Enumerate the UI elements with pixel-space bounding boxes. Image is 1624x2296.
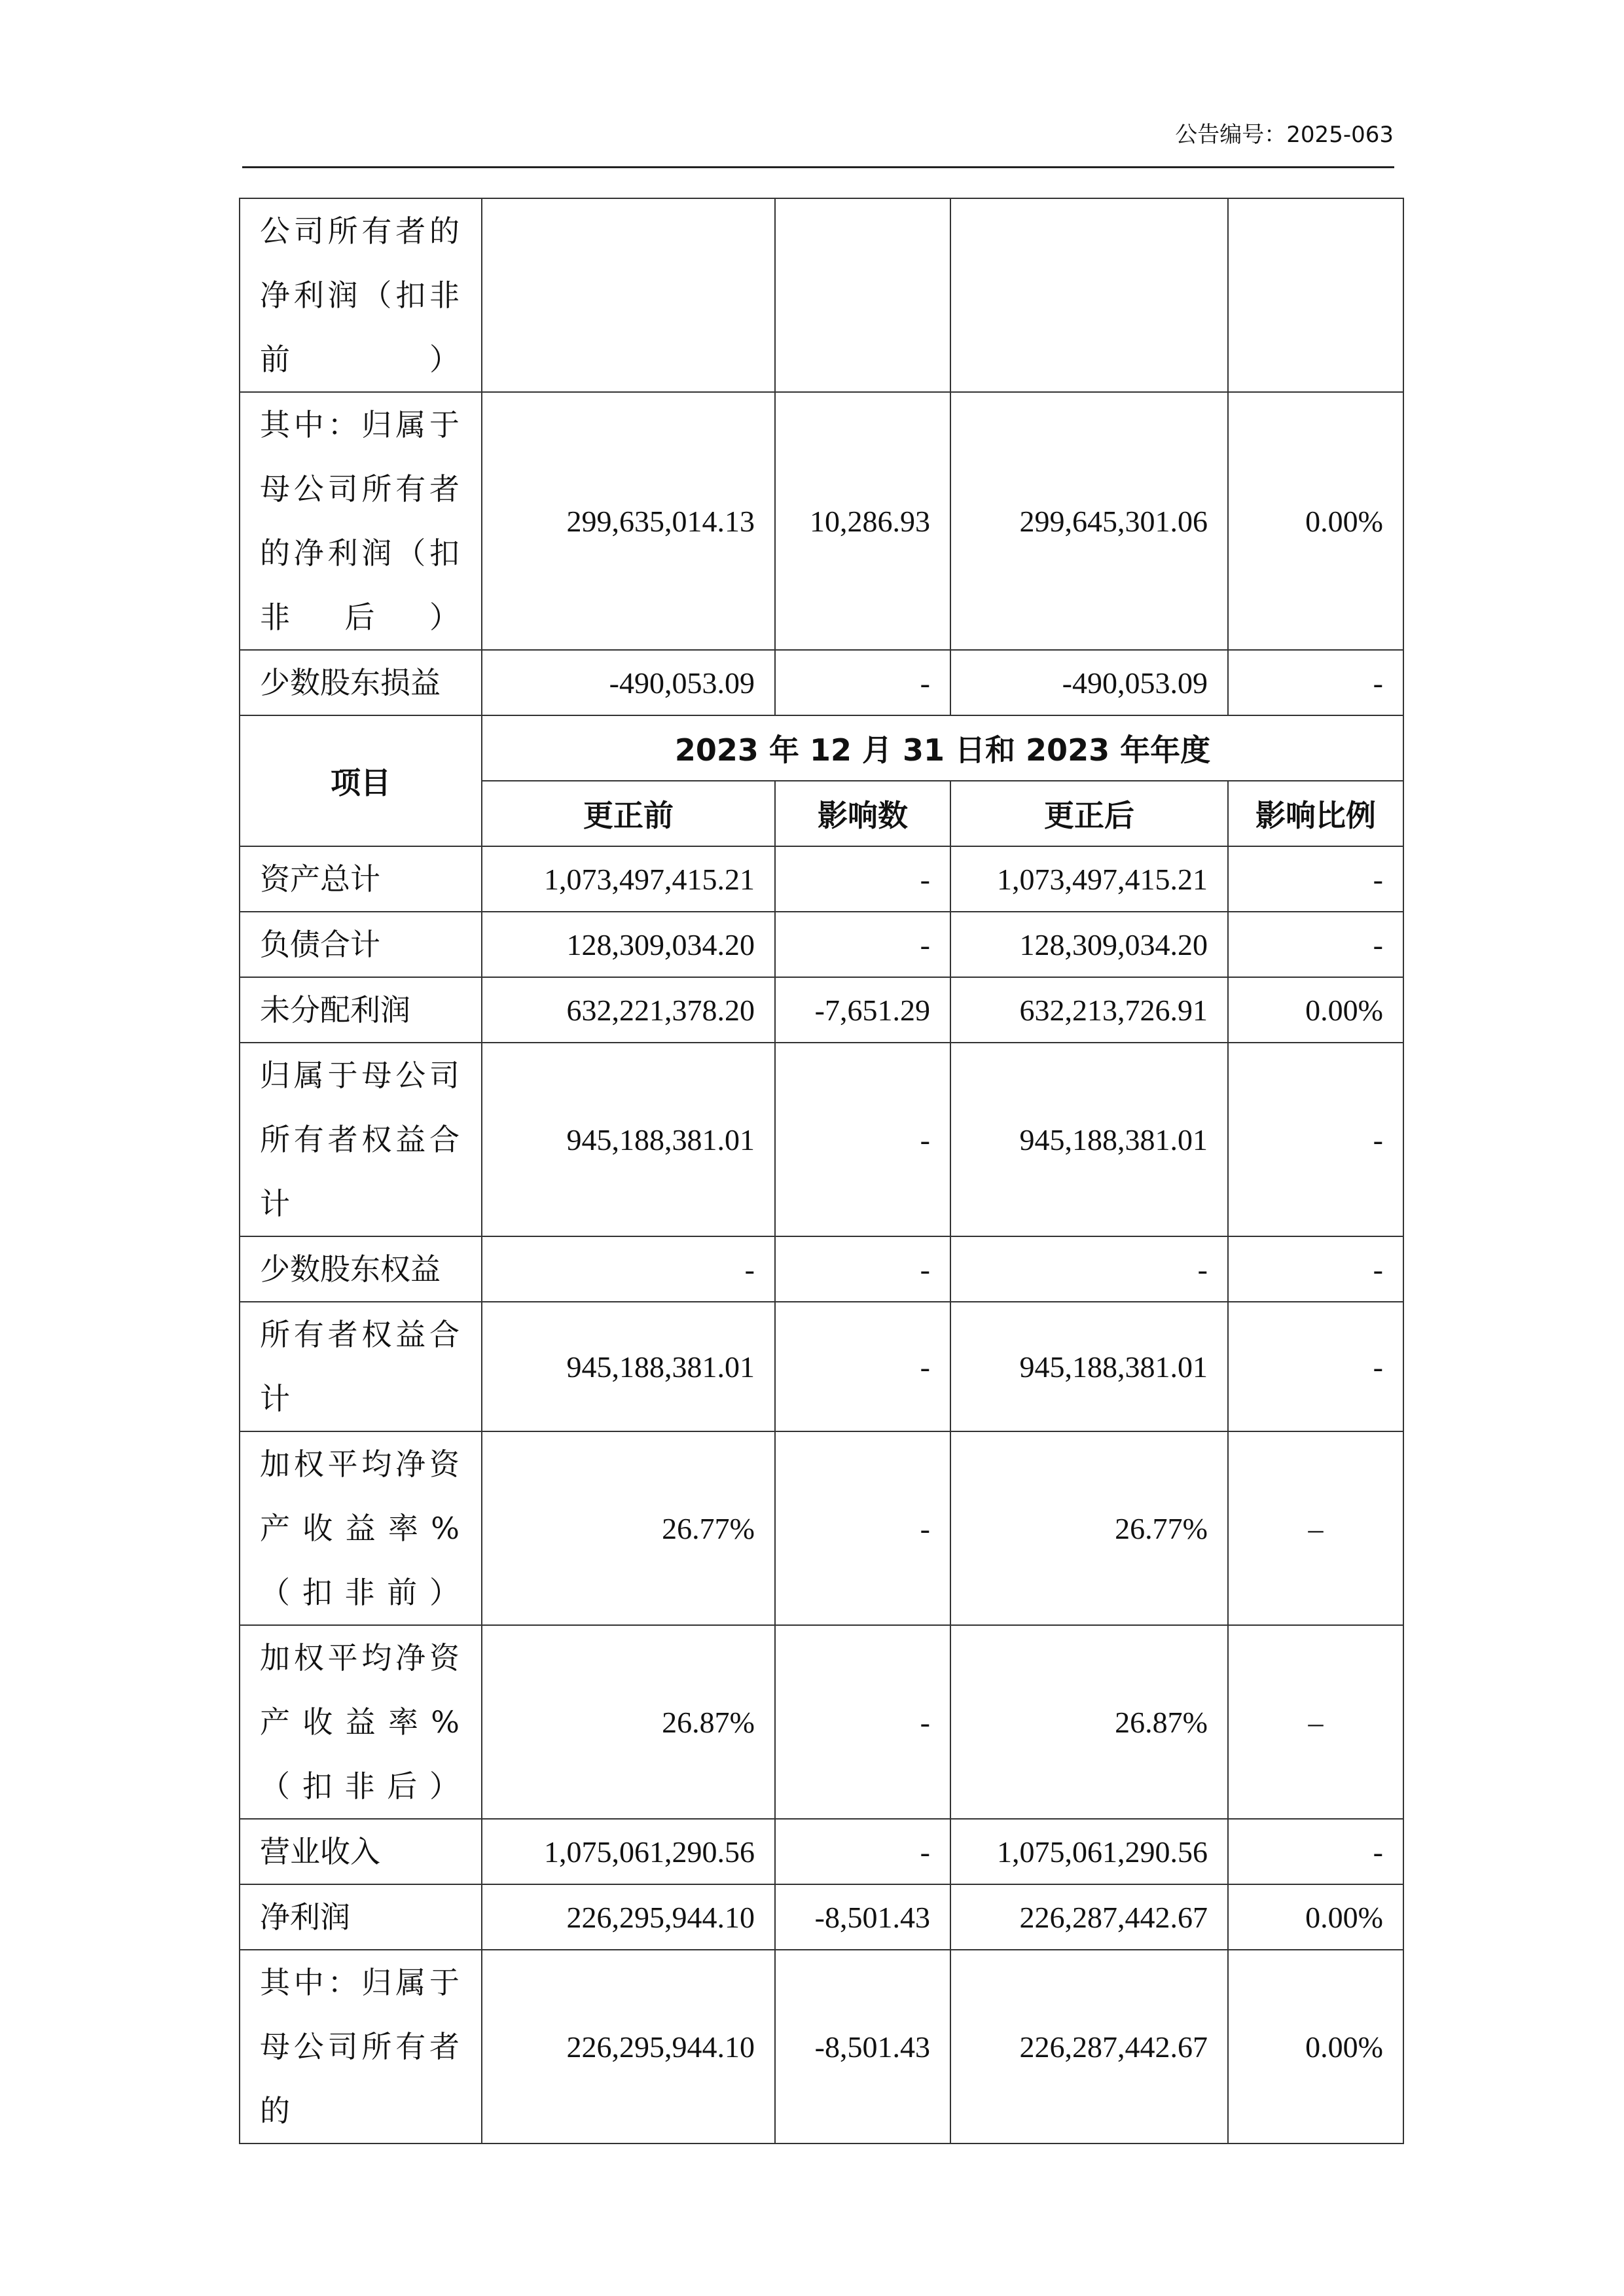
table-row — [240, 392, 1403, 650]
value-before: 26.77% — [482, 1431, 775, 1625]
value-before — [482, 198, 775, 392]
row-label: 负债合计 — [240, 912, 482, 977]
table-row — [240, 846, 1403, 912]
value-impact: - — [775, 912, 950, 977]
value-impact: - — [775, 1625, 950, 1819]
value-before: 226,295,944.10 — [482, 1950, 775, 2144]
item-column-header: 项目 — [240, 715, 482, 846]
value-after: 128,309,034.20 — [950, 912, 1228, 977]
row-label: 未分配利润 — [240, 977, 482, 1043]
value-ratio: 0.00% — [1228, 1950, 1403, 2144]
document-number: 公告编号：2025-063 — [1175, 122, 1394, 148]
value-impact: - — [775, 1302, 950, 1431]
value-ratio: – — [1228, 1431, 1403, 1625]
value-after: 945,188,381.01 — [950, 1302, 1228, 1431]
value-after: 26.87% — [950, 1625, 1228, 1819]
table-row — [240, 912, 1403, 977]
value-impact: -7,651.29 — [775, 977, 950, 1043]
value-before: 128,309,034.20 — [482, 912, 775, 977]
row-label: 资产总计 — [240, 846, 482, 912]
value-impact: -8,501.43 — [775, 1884, 950, 1950]
table-row — [240, 977, 1403, 1043]
period-title: 2023 年 12 月 31 日和 2023 年年度 — [482, 715, 1403, 781]
table-row — [240, 650, 1403, 715]
table-row — [240, 1950, 1403, 2144]
value-before: -490,053.09 — [482, 650, 775, 715]
value-impact: - — [775, 1431, 950, 1625]
row-label: 少数股东权益 — [240, 1236, 482, 1302]
row-label: 其中：归属于母公司所有者的 — [240, 1950, 482, 2144]
value-ratio — [1228, 198, 1403, 392]
value-ratio: - — [1228, 1819, 1403, 1884]
value-before: 1,073,497,415.21 — [482, 846, 775, 912]
value-before: 226,295,944.10 — [482, 1884, 775, 1950]
table-row — [240, 1625, 1403, 1819]
row-label: 净利润 — [240, 1884, 482, 1950]
row-label: 营业收入 — [240, 1819, 482, 1884]
row-label: 所有者权益合计 — [240, 1302, 482, 1431]
value-impact: - — [775, 846, 950, 912]
value-impact: -8,501.43 — [775, 1950, 950, 2144]
table-row — [240, 1431, 1403, 1625]
section-header-row — [240, 715, 1403, 781]
value-before: 1,075,061,290.56 — [482, 1819, 775, 1884]
column-header-ratio: 影响比例 — [1228, 781, 1403, 846]
value-impact: - — [775, 1043, 950, 1236]
row-label: 少数股东损益 — [240, 650, 482, 715]
value-ratio: - — [1228, 650, 1403, 715]
column-header-after: 更正后 — [950, 781, 1228, 846]
value-before: 632,221,378.20 — [482, 977, 775, 1043]
value-after: 226,287,442.67 — [950, 1884, 1228, 1950]
value-before: - — [482, 1236, 775, 1302]
restatement-table — [239, 198, 1404, 2144]
value-after: - — [950, 1236, 1228, 1302]
value-after: 1,075,061,290.56 — [950, 1819, 1228, 1884]
value-impact: 10,286.93 — [775, 392, 950, 650]
row-label: 归属于母公司所有者权益合计 — [240, 1043, 482, 1236]
value-ratio: - — [1228, 1043, 1403, 1236]
value-ratio: 0.00% — [1228, 1884, 1403, 1950]
table-row — [240, 1236, 1403, 1302]
value-after: 226,287,442.67 — [950, 1950, 1228, 2144]
value-after: 26.77% — [950, 1431, 1228, 1625]
row-label: 公司所有者的净利润（扣非前） — [240, 198, 482, 392]
value-after: 1,073,497,415.21 — [950, 846, 1228, 912]
row-label: 加权平均净资产收益率%（扣非前） — [240, 1431, 482, 1625]
value-before: 945,188,381.01 — [482, 1043, 775, 1236]
table-row — [240, 1819, 1403, 1884]
row-label: 加权平均净资产收益率%（扣非后） — [240, 1625, 482, 1819]
row-label: 其中：归属于母公司所有者的净利润（扣非后） — [240, 392, 482, 650]
value-after: 945,188,381.01 — [950, 1043, 1228, 1236]
value-ratio: 0.00% — [1228, 977, 1403, 1043]
value-after: -490,053.09 — [950, 650, 1228, 715]
value-ratio: - — [1228, 912, 1403, 977]
value-impact: - — [775, 1819, 950, 1884]
value-after: 632,213,726.91 — [950, 977, 1228, 1043]
value-after: 299,645,301.06 — [950, 392, 1228, 650]
value-ratio: – — [1228, 1625, 1403, 1819]
value-ratio: 0.00% — [1228, 392, 1403, 650]
value-before: 299,635,014.13 — [482, 392, 775, 650]
value-impact — [775, 198, 950, 392]
table-row — [240, 1302, 1403, 1431]
table-row — [240, 198, 1403, 392]
value-ratio: - — [1228, 1302, 1403, 1431]
value-before: 945,188,381.01 — [482, 1302, 775, 1431]
value-impact: - — [775, 650, 950, 715]
column-header-before: 更正前 — [482, 781, 775, 846]
value-impact: - — [775, 1236, 950, 1302]
table-row — [240, 1884, 1403, 1950]
table-row — [240, 1043, 1403, 1236]
column-header-impact: 影响数 — [775, 781, 950, 846]
value-before: 26.87% — [482, 1625, 775, 1819]
value-ratio: - — [1228, 1236, 1403, 1302]
value-ratio: - — [1228, 846, 1403, 912]
header-divider — [242, 166, 1394, 168]
value-after — [950, 198, 1228, 392]
